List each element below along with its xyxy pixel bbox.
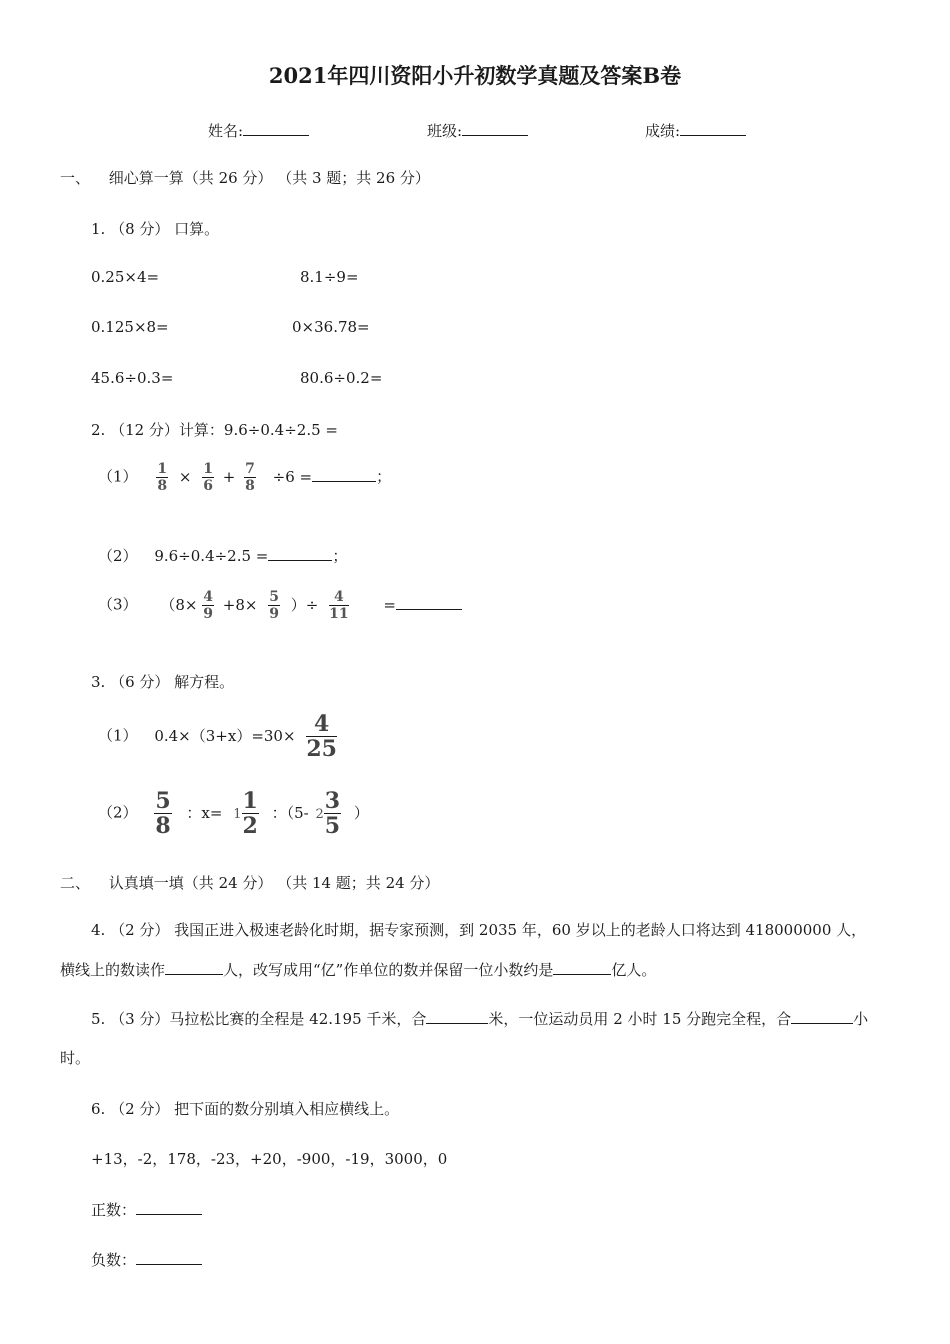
q2-stem: 2. （12 分）计算：9.6÷0.4÷2.5 = <box>91 421 338 439</box>
fraction: $\frac{4}{25}$ <box>306 711 337 762</box>
q2-part-3: （3） （8× $\frac{4}{9}$ +8× $\frac{5}{9}$ ）÷ $\frac{4}{11}$ = <box>98 590 462 621</box>
answer-blank[interactable] <box>268 545 332 561</box>
q1-item: 0.125×8= <box>91 318 169 336</box>
q1-stem: 1. （8 分） 口算。 <box>91 220 220 238</box>
fraction: $\frac{5}{8}$ <box>155 788 171 839</box>
q1-item: 80.6÷0.2= <box>300 369 383 387</box>
fraction: $\frac{1}{6}$ <box>203 461 213 494</box>
answer-blank[interactable] <box>791 1008 853 1024</box>
q3-p1-label: （1） <box>98 726 138 745</box>
q5-line-1: 5. （3 分）马拉松比赛的全程是 42.195 千米，合 米，一位运动员用 2 小时 15 分跑完全程，合 小 <box>91 1010 869 1028</box>
q1-item: 45.6÷0.3= <box>91 369 174 387</box>
section-2-title: 认真填一填（共 24 分） （共 14 题；共 24 分） <box>108 874 440 892</box>
q2-part-1: （1） $\frac{1}{8}$ × $\frac{1}{6}$ + $\frac{7}{8}$ ÷6 = ； <box>98 461 392 494</box>
section-2-number: 二、 <box>60 874 91 892</box>
score-blank[interactable] <box>680 120 746 136</box>
fraction: $\frac{7}{8}$ <box>245 461 255 494</box>
section-1-number: 一、 <box>60 169 91 187</box>
q3-stem: 3. （6 分） 解方程。 <box>91 673 235 691</box>
q1-item: 0.25×4= <box>91 268 160 286</box>
fraction: $\frac{4}{11}$ <box>329 589 349 622</box>
q4-line-1: 4. （2 分） 我国正进入极速老龄化时期，据专家预测，到 2035 年，60 岁以上的老龄人口将达到 418000000 人， <box>91 921 867 939</box>
q2-part-2: （2） 9.6÷0.4÷2.5 = ； <box>98 547 348 565</box>
section-1-heading <box>60 167 430 188</box>
class-field[interactable] <box>427 120 528 141</box>
fraction: $\frac{1}{2}$ <box>242 788 258 839</box>
section-1-title: 细心算一算（共 26 分） （共 3 题；共 26 分） <box>108 169 430 187</box>
score-label: 成绩: <box>645 122 681 140</box>
q2-p2-label: （2） <box>98 547 138 565</box>
q2-p3-label: （3） <box>98 595 138 614</box>
answer-blank[interactable] <box>136 1199 202 1215</box>
q3-p2-label: （2） <box>98 803 138 822</box>
fraction: $\frac{4}{9}$ <box>203 589 213 622</box>
name-label: 姓名: <box>208 122 244 140</box>
fraction: $\frac{5}{9}$ <box>269 589 279 622</box>
q4-line-2: 横线上的数读作 人，改写成用“亿”作单位的数并保留一位小数约是 亿人。 <box>60 961 657 979</box>
q5-line-2: 时。 <box>60 1049 91 1067</box>
answer-blank[interactable] <box>396 594 462 610</box>
fraction: $\frac{3}{5}$ <box>324 788 341 839</box>
class-label: 班级: <box>427 122 463 140</box>
name-blank[interactable] <box>243 120 309 136</box>
q3-part-1: （1） 0.4×（3+x）=30× $\frac{4}{25}$ <box>98 711 337 762</box>
answer-blank[interactable] <box>312 466 376 482</box>
answer-blank[interactable] <box>426 1008 488 1024</box>
q3-part-2: （2） $\frac{5}{8}$ ：x= 1 $\frac{1}{2}$ ：（5- 2 $\frac{3}{5}$ ） <box>98 788 369 839</box>
answer-blank[interactable] <box>165 959 223 975</box>
answer-blank[interactable] <box>553 959 611 975</box>
class-blank[interactable] <box>462 120 528 136</box>
q6-stem: 6. （2 分） 把下面的数分别填入相应横线上。 <box>91 1100 400 1118</box>
q6-positive: 正数： <box>91 1199 202 1220</box>
name-field[interactable] <box>208 120 309 141</box>
fraction: $\frac{1}{8}$ <box>157 461 168 494</box>
score-field[interactable] <box>645 120 746 141</box>
page-title: 2021年四川资阳小升初数学真题及答案B卷 <box>268 63 682 88</box>
q6-numbers: +13，-2，178，-23，+20，-900，-19，3000，0 <box>91 1150 448 1168</box>
q1-item: 8.1÷9= <box>300 268 359 286</box>
answer-blank[interactable] <box>136 1249 202 1265</box>
q1-item: 0×36.78= <box>292 318 370 336</box>
q2-p1-label: （1） <box>98 467 138 486</box>
q6-negative: 负数： <box>91 1249 202 1270</box>
section-2-heading <box>60 872 439 893</box>
